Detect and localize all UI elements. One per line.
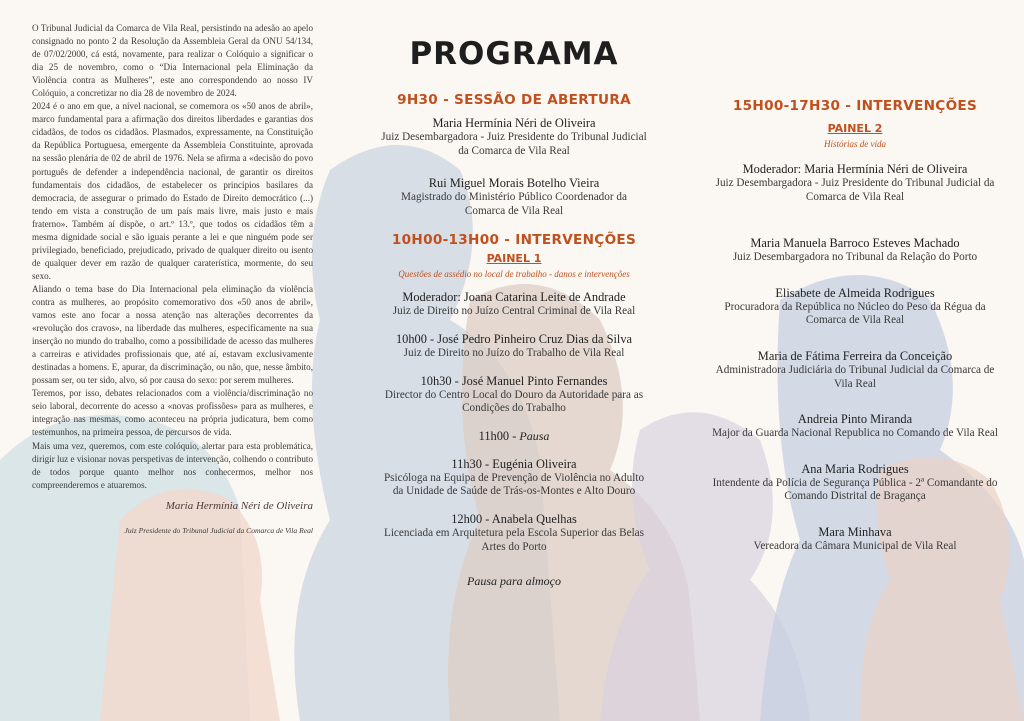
intro-paragraph: Teremos, por isso, debates relacionados com a violência/discriminação no seio laboral, decorrente do acesso a «novas profissões» para as mulheres, e integração nas mesmas, como aconteceu na própria judicatura, bem como testemunhos, na primeira pessoa, de percursos de vida.: [32, 388, 313, 438]
program-title: PROGRAMA: [409, 36, 619, 72]
speaker-name: 10h00 - José Pedro Pinheiro Cruz Dias da Silva: [395, 331, 633, 346]
pause-label: Pausa: [519, 428, 550, 443]
morning-heading: 10H00-13H00 - INTERVENÇÕES: [391, 232, 637, 249]
speaker-name: Elisabete de Almeida Rodrigues: [775, 285, 935, 300]
panel-2-theme: Histórias de vida: [824, 139, 886, 149]
panel-1-moderator: [380, 290, 648, 319]
panel-2-speaker: [712, 286, 998, 328]
panel-1-theme: Questões de assédio no local de trabalho - danos e intervenções: [398, 269, 630, 280]
opening-speaker: [380, 176, 648, 218]
moderator-role: Juiz Desembargadora - Juiz Presidente do Tribunal Judicial da Comarca de Vila Real: [715, 177, 995, 203]
speaker-name: 11h30 - Eugénia Oliveira: [451, 456, 577, 471]
speaker-name: 10h30 - José Manuel Pinto Fernandes: [420, 373, 608, 388]
panel-2-speaker: [712, 462, 998, 504]
speaker-role: Major da Guarda Nacional Republica no Comando de Vila Real: [712, 427, 998, 440]
afternoon-heading: 15H00-17H30 - INTERVENÇÕES: [732, 98, 978, 114]
moderator-role: Juiz de Direito no Juízo Central Criminal de Vila Real: [392, 305, 636, 318]
intro-paragraph: 2024 é o ano em que, a nível nacional, se comemora os «50 anos de abril», marco fundamental para a afirmação dos direitos liberdades e garantias dos cidadãos, de todos os cidadãos. Plasmados, expressamente, na Constituição da República Portuguesa, emergente da Assembleia Constituinte, aprovada na sessão plenária de 02 de abril de 1976. Nela se afirma a «decisão do povo português de defender a independência nacional, de garantir os direitos fundamentais dos cidadãos, de estabelecer os princípios basilares da democracia, de assegurar o primado do Estado de Direito democrático (...) tendo em vista a construção de um país mais livre, mais justo e mais fraterno». Também aí dispõe, o art.º 13.º, que todos os cidadãos têm a mesma dignidade social e são iguais perante a lei e que ninguém pode ser privilegiado, beneficiado, prejudicado, privado de qualquer direito ou isento de qualquer dever em razão de qualquer caraterística, mormente, do seu sexo.: [32, 101, 313, 281]
speaker-name: Maria de Fátima Ferreira da Conceição: [757, 348, 953, 363]
intro-paragraph: Aliando o tema base do Dia Internacional pela eliminação da violência contra as mulheres, ao propósito comemorativo dos «50 anos de abril», vamos este ano focar a nossa atenção nas alterações decorrentes da «revolução dos cravos», na liberdade das mulheres, especificamente na sua inserção no mundo do trabalho, como a possibilidade de acesso das mulheres a carreiras e atividades profissionais que, até aí, estavam exclusivamente destinadas a homens. E, apurar, da discriminação, ou não, que, nesse âmbito, possam ser, ou ter sido, alvo, só por causa do sexo: por serem mulheres.: [32, 283, 313, 386]
speaker-name: Maria Hermínia Néri de Oliveira: [432, 116, 596, 130]
speaker-name: Mara Minhava: [818, 524, 892, 539]
speaker-role: Vereadora da Câmara Municipal de Vila Real: [753, 539, 957, 552]
intro-paragraph: Mais uma vez, queremos, com este colóquio, alertar para esta problemática, dirigir luz e visionar novas perspetivas de intervenção, colhendo o contributo de todos porque quanto melhor nos conhecermos, melhor nos compreenderemos e atuaremos.: [32, 440, 313, 490]
speaker-role: Juiz Desembargadora - Juiz Presidente do Tribunal Judicial da Comarca de Vila Real: [381, 131, 647, 157]
intro-text-column: [32, 22, 313, 537]
speaker-name: Rui Miguel Morais Botelho Vieira: [428, 176, 600, 191]
speaker-role: Administradora Judiciária do Tribunal Judicial da Comarca de Vila Real: [715, 363, 995, 390]
moderator-name: Moderador: Maria Hermínia Néri de Oliveira: [742, 162, 968, 176]
panel-2-speaker: [712, 525, 998, 554]
speaker-role: Procuradora da República no Núcleo do Peso da Régua da Comarca de Vila Real: [724, 300, 986, 327]
speaker-role: Licenciada em Arquitetura pela Escola Superior das Belas Artes do Porto: [383, 526, 644, 553]
speaker-role: Juiz Desembargadora no Tribunal da Relação do Porto: [732, 251, 978, 264]
signature-name: Maria Hermínia Néri de Oliveira: [165, 499, 313, 512]
speaker-role: Director do Centro Local do Douro da Autoridade para as Condições do Trabalho: [384, 388, 644, 415]
panel-2-label: PAINEL 2: [827, 122, 883, 135]
signature-role: Juiz Presidente do Tribunal Judicial da Comarca de Vila Real: [124, 525, 313, 535]
speaker-name: 12h00 - Anabela Quelhas: [451, 511, 577, 526]
opening-speaker: [380, 116, 648, 158]
program-afternoon-column: [712, 98, 998, 567]
opening-heading: 9H30 - SESSÃO DE ABERTURA: [397, 92, 631, 108]
speaker-name: Andreia Pinto Miranda: [797, 412, 913, 427]
moderator-name: Moderador: Joana Catarina Leite de Andrade: [402, 290, 626, 305]
speaker-role: Juiz de Direito no Juízo do Trabalho de Vila Real: [403, 346, 625, 359]
lunch-break: Pausa para almoço: [467, 574, 561, 589]
coffee-break: [380, 429, 648, 444]
panel-2-moderator: [712, 162, 998, 204]
program-morning-column: [380, 30, 648, 589]
speaker-role: Psicóloga na Equipa de Prevenção de Violência no Adulto da Unidade de Saúde de Trás-os-Montes e Alto Douro: [383, 471, 645, 498]
panel-2-speaker: [712, 236, 998, 265]
panel-2-speaker: [712, 349, 998, 391]
speaker-name: Ana Maria Rodrigues: [801, 461, 909, 476]
schedule-item: [380, 374, 648, 416]
panel-1-label: PAINEL 1: [486, 252, 542, 266]
speaker-name: Maria Manuela Barroco Esteves Machado: [750, 236, 960, 251]
schedule-item: [380, 512, 648, 554]
panel-2-speaker: [712, 412, 998, 441]
speaker-role: Magistrado do Ministério Público Coordenador da Comarca de Vila Real: [401, 191, 627, 217]
schedule-item: [380, 332, 648, 361]
schedule-item: [380, 457, 648, 499]
speaker-role: Intendente da Polícia de Segurança Pública - 2ª Comandante do Comando Distrital de Bragança: [712, 476, 998, 503]
intro-paragraph: O Tribunal Judicial da Comarca de Vila Real, persistindo na adesão ao apelo consignado no ponto 2 da Resolução da Assembleia Geral da ONU 54/134, de 07/02/2000, cá está, novamente, para realizar o Colóquio a significar o dia 25 de novembro, como o “Dia Internacional pela Eliminação da Violência contra as Mulheres”, este ano correspondendo ao nosso IV Colóquio, a concretizar no dia 28 de novembro de 2024.: [32, 23, 313, 99]
pause-time: 11h00 -: [478, 428, 520, 443]
